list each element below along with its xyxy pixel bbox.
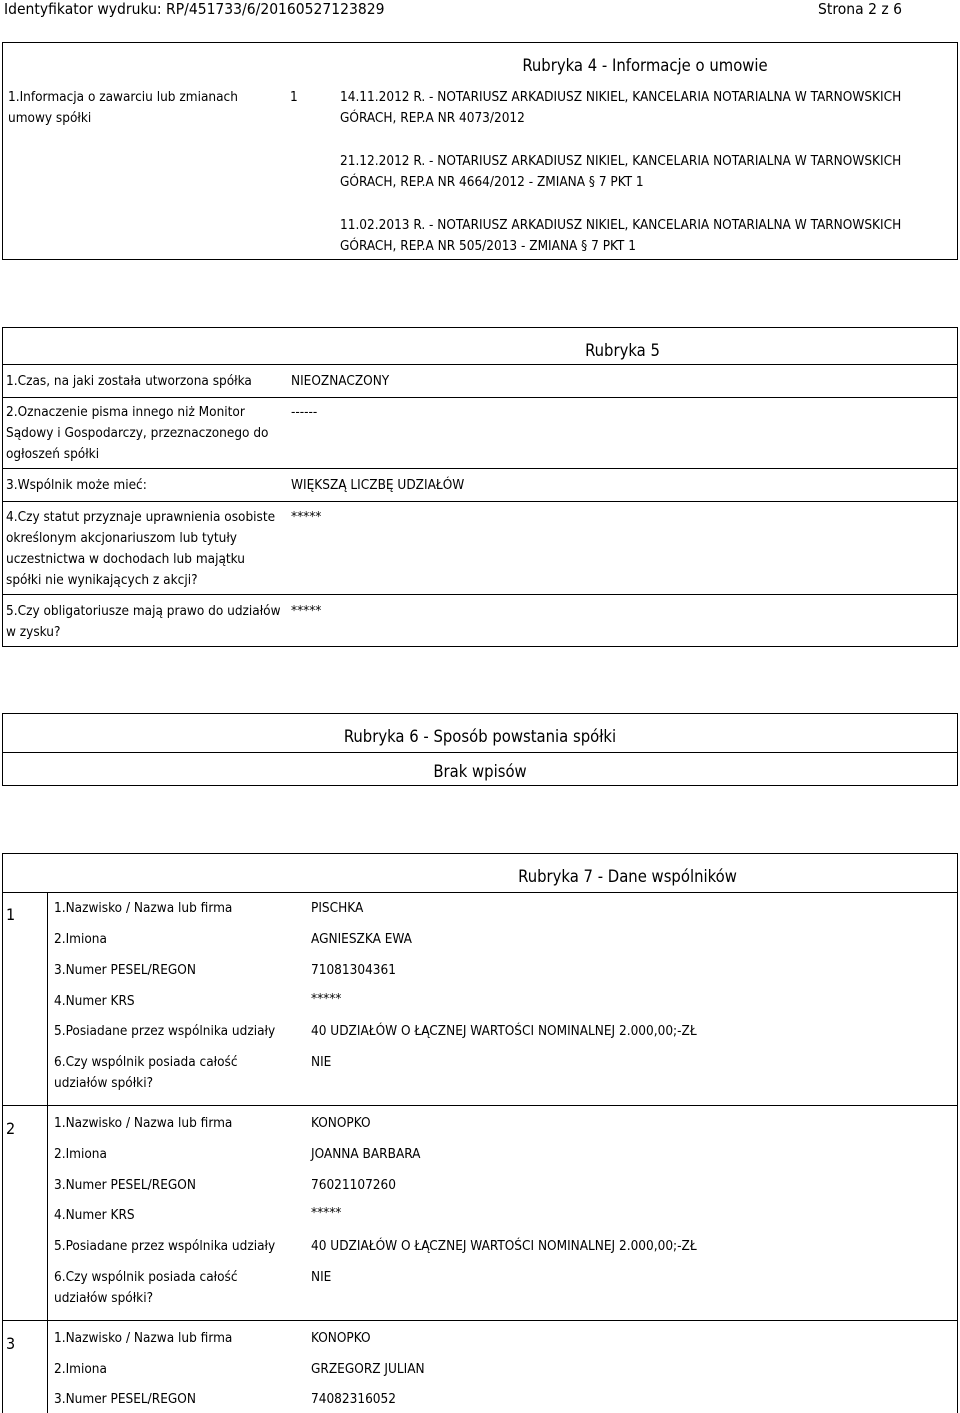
partner-krs: ***** bbox=[311, 1205, 342, 1221]
partner-names: JOANNA BARBARA bbox=[311, 1146, 421, 1162]
rubric-5-value: ***** bbox=[291, 509, 322, 525]
print-id: Identyfikator wydruku: RP/451733/6/20160527123829 bbox=[4, 0, 385, 18]
page-number: Strona 2 z 6 bbox=[818, 0, 902, 18]
partner-field-label: 3.Numer PESEL/REGON bbox=[54, 962, 196, 978]
contract-entry: 14.11.2012 R. - NOTARIUSZ ARKADIUSZ NIKIEL, KANCELARIA NOTARIALNA W TARNOWSKICH GÓRACH, REP.A NR 4073/2012 bbox=[340, 89, 906, 126]
divider bbox=[2, 397, 958, 398]
partner-names: AGNIESZKA EWA bbox=[311, 931, 412, 947]
column-divider bbox=[47, 893, 48, 1413]
partner-field-label: 2.Imiona bbox=[54, 931, 107, 947]
divider bbox=[2, 594, 958, 595]
partner-pesel: 74082316052 bbox=[311, 1391, 396, 1407]
partner-all-shares: NIE bbox=[311, 1054, 332, 1070]
rubric-6-title: Rubryka 6 - Sposób powstania spółki bbox=[343, 727, 617, 746]
rubric-5-value: WIĘKSZĄ LICZBĘ UDZIAŁÓW bbox=[291, 477, 465, 493]
rubric-5-label: 1.Czas, na jaki została utworzona spółka bbox=[6, 373, 252, 389]
partner-field-label: 6.Czy wspólnik posiada całość udziałów spółki? bbox=[54, 1054, 242, 1091]
rubric-5-label: 3.Wspólnik może mieć: bbox=[6, 477, 147, 493]
partner-number: 2 bbox=[6, 1119, 16, 1138]
rubric-5-value: ------ bbox=[291, 404, 318, 420]
rubric-4-label: 1.Informacja o zawarciu lub zmianach umowy spółki bbox=[8, 89, 242, 126]
partner-pesel: 71081304361 bbox=[311, 962, 396, 978]
partner-field-label: 4.Numer KRS bbox=[54, 1207, 135, 1223]
partner-field-label: 3.Numer PESEL/REGON bbox=[54, 1177, 196, 1193]
partner-pesel: 76021107260 bbox=[311, 1177, 396, 1193]
rubric-5-label: 2.Oznaczenie pisma innego niż Monitor Sądowy i Gospodarczy, przeznaczonego do ogłoszeń spółki bbox=[6, 404, 273, 462]
partner-all-shares: NIE bbox=[311, 1269, 332, 1285]
rubric-7-title: Rubryka 7 - Dane wspólników bbox=[518, 867, 737, 886]
partner-shares: 40 UDZIAŁÓW O ŁĄCZNEJ WARTOŚCI NOMINALNEJ 2.000,00;-ZŁ bbox=[311, 1238, 697, 1254]
partner-field-label: 2.Imiona bbox=[54, 1361, 107, 1377]
partner-field-label: 3.Numer PESEL/REGON bbox=[54, 1391, 196, 1407]
rubric-5-label: 4.Czy statut przyznaje uprawnienia osobiste określonym akcjonariuszom lub tytuły uczestnictwa w dochodach lub majątku spółki nie wynikających z akcji? bbox=[6, 509, 279, 588]
rubric-6-empty-note: Brak wpisów bbox=[433, 762, 527, 781]
divider bbox=[2, 468, 958, 469]
partner-field-label: 2.Imiona bbox=[54, 1146, 107, 1162]
partner-surname: PISCHKA bbox=[311, 900, 364, 916]
partner-number: 1 bbox=[6, 905, 16, 924]
partner-field-label: 4.Numer KRS bbox=[54, 993, 135, 1009]
partner-names: GRZEGORZ JULIAN bbox=[311, 1361, 425, 1377]
partner-field-label: 6.Czy wspólnik posiada całość udziałów spółki? bbox=[54, 1269, 242, 1306]
partner-shares: 40 UDZIAŁÓW O ŁĄCZNEJ WARTOŚCI NOMINALNEJ 2.000,00;-ZŁ bbox=[311, 1023, 697, 1039]
partner-number: 3 bbox=[6, 1334, 16, 1353]
rubric-5-label: 5.Czy obligatoriusze mają prawo do udziałów w zysku? bbox=[6, 603, 285, 640]
divider bbox=[2, 1105, 958, 1106]
rubric-4-row-number: 1 bbox=[290, 89, 298, 105]
rubric-5-title: Rubryka 5 bbox=[585, 341, 660, 360]
partner-field-label: 1.Nazwisko / Nazwa lub firma bbox=[54, 1115, 233, 1131]
partner-krs: ***** bbox=[311, 991, 342, 1007]
partner-surname: KONOPKO bbox=[311, 1115, 371, 1131]
partner-field-label: 1.Nazwisko / Nazwa lub firma bbox=[54, 1330, 233, 1346]
contract-entry: 11.02.2013 R. - NOTARIUSZ ARKADIUSZ NIKIEL, KANCELARIA NOTARIALNA W TARNOWSKICH GÓRACH, REP.A NR 505/2013 - ZMIANA § 7 PKT 1 bbox=[340, 217, 906, 254]
rubric-5-value: ***** bbox=[291, 603, 322, 619]
divider bbox=[2, 501, 958, 502]
rubric-4-title: Rubryka 4 - Informacje o umowie bbox=[522, 56, 768, 75]
rubric-5-value: NIEOZNACZONY bbox=[291, 373, 390, 389]
contract-entry: 21.12.2012 R. - NOTARIUSZ ARKADIUSZ NIKIEL, KANCELARIA NOTARIALNA W TARNOWSKICH GÓRACH, REP.A NR 4664/2012 - ZMIANA § 7 PKT 1 bbox=[340, 153, 906, 190]
partner-surname: KONOPKO bbox=[311, 1330, 371, 1346]
partner-field-label: 1.Nazwisko / Nazwa lub firma bbox=[54, 900, 233, 916]
partner-field-label: 5.Posiadane przez wspólnika udziały bbox=[54, 1238, 276, 1254]
divider bbox=[2, 1320, 958, 1321]
partner-field-label: 5.Posiadane przez wspólnika udziały bbox=[54, 1023, 276, 1039]
